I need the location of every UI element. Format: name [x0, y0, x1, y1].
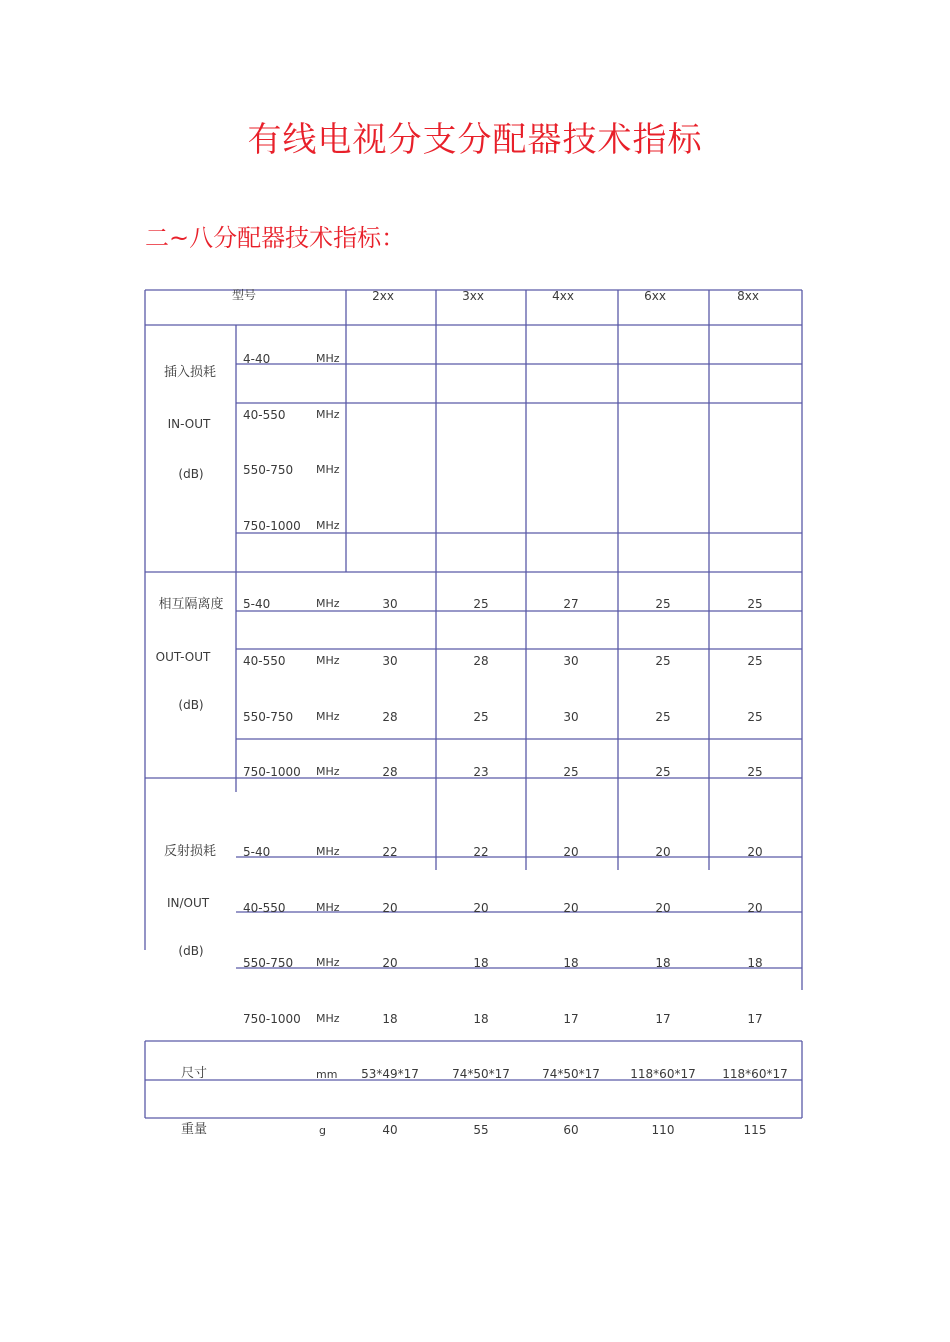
- table-cell: 30: [382, 654, 398, 668]
- table-cell: 17: [563, 1012, 579, 1026]
- iso-band-2: 40-550: [243, 654, 286, 668]
- iso-band-4: 750-1000: [243, 765, 301, 779]
- table-cell: 20: [747, 901, 763, 915]
- weight-label: 重量: [181, 1122, 208, 1137]
- table-cell: 118*60*17: [722, 1067, 788, 1081]
- iso-band-1-unit: MHz: [316, 597, 340, 610]
- table-cell: 25: [473, 597, 489, 611]
- table-cell: 20: [563, 845, 579, 859]
- size-label: 尺寸: [181, 1066, 208, 1081]
- table-cell: 40: [382, 1123, 398, 1137]
- table-cell: 17: [655, 1012, 671, 1026]
- table-cell: 115: [743, 1123, 767, 1137]
- insertion-loss-code: IN-OUT: [167, 417, 211, 431]
- table-cell: 20: [473, 901, 489, 915]
- il-band-3-unit: MHz: [316, 463, 340, 476]
- iso-band-2-unit: MHz: [316, 654, 340, 667]
- isolation-code: OUT-OUT: [155, 650, 211, 664]
- insertion-loss-label: 插入损耗: [163, 365, 217, 380]
- return-loss-code: IN/OUT: [166, 896, 210, 910]
- table-cell: 28: [473, 654, 489, 668]
- return-loss-label: 反射损耗: [163, 844, 217, 859]
- table-cell: 28: [382, 710, 398, 724]
- table-cell: 23: [473, 765, 489, 779]
- table-cell: 20: [747, 845, 763, 859]
- il-band-1: 4-40: [243, 352, 271, 366]
- il-band-3: 550-750: [243, 463, 294, 477]
- weight-unit: g: [319, 1124, 326, 1137]
- section-heading: 二~八分配器技术指标：: [145, 224, 406, 252]
- table-cell: 110: [651, 1123, 675, 1137]
- isolation-label: 相互隔离度: [158, 597, 224, 612]
- rl-band-4-unit: MHz: [316, 1012, 340, 1025]
- table-cell: 27: [563, 597, 579, 611]
- table-cell: 25: [655, 597, 671, 611]
- table-cell: 74*50*17: [452, 1067, 510, 1081]
- table-cell: 20: [655, 901, 671, 915]
- table-cell: 20: [563, 901, 579, 915]
- model-col-4xx: 4xx: [552, 289, 574, 303]
- table-cell: 17: [747, 1012, 763, 1026]
- table-cell: 25: [655, 654, 671, 668]
- table-cell: 74*50*17: [542, 1067, 600, 1081]
- table-cell: 60: [563, 1123, 579, 1137]
- il-band-2: 40-550: [243, 408, 286, 422]
- page-title: 有线电视分支分配器技术指标: [247, 120, 703, 160]
- table-cell: 118*60*17: [630, 1067, 696, 1081]
- table-cell: 55: [473, 1123, 489, 1137]
- table-cell: 25: [655, 710, 671, 724]
- il-band-4-unit: MHz: [316, 519, 340, 532]
- table-cell: 18: [473, 1012, 489, 1026]
- table-cell: 25: [747, 597, 763, 611]
- table-cell: 25: [473, 710, 489, 724]
- table-cell: 22: [382, 845, 398, 859]
- insertion-loss-unit: (dB): [178, 467, 204, 481]
- table-cell: 53*49*17: [361, 1067, 419, 1081]
- iso-band-1: 5-40: [243, 597, 271, 611]
- model-col-6xx: 6xx: [644, 289, 666, 303]
- model-col-8xx: 8xx: [737, 289, 759, 303]
- rl-band-2-unit: MHz: [316, 901, 340, 914]
- table-cell: 30: [382, 597, 398, 611]
- table-cell: 18: [747, 956, 763, 970]
- table-cell: 20: [655, 845, 671, 859]
- il-band-1-unit: MHz: [316, 352, 340, 365]
- table-cell: 20: [382, 956, 398, 970]
- rl-band-2: 40-550: [243, 901, 286, 915]
- table-cell: 25: [563, 765, 579, 779]
- table-cell: 22: [473, 845, 489, 859]
- table-cell: 18: [473, 956, 489, 970]
- table-cell: 25: [747, 765, 763, 779]
- table-cell: 25: [655, 765, 671, 779]
- rl-band-4: 750-1000: [243, 1012, 301, 1026]
- iso-band-3: 550-750: [243, 710, 294, 724]
- rl-band-1-unit: MHz: [316, 845, 340, 858]
- size-unit: mm: [316, 1068, 338, 1081]
- isolation-unit: (dB): [178, 698, 204, 712]
- table-cell: 18: [563, 956, 579, 970]
- table-cell: 18: [655, 956, 671, 970]
- return-loss-unit: (dB): [178, 944, 204, 958]
- model-header: 型号: [231, 288, 257, 302]
- table-cell: 30: [563, 710, 579, 724]
- table-cell: 20: [382, 901, 398, 915]
- table-cell: 18: [382, 1012, 398, 1026]
- table-cell: 30: [563, 654, 579, 668]
- iso-band-4-unit: MHz: [316, 765, 340, 778]
- model-col-3xx: 3xx: [462, 289, 484, 303]
- table-cell: 25: [747, 710, 763, 724]
- il-band-2-unit: MHz: [316, 408, 340, 421]
- rl-band-3-unit: MHz: [316, 956, 340, 969]
- iso-band-3-unit: MHz: [316, 710, 340, 723]
- rl-band-1: 5-40: [243, 845, 271, 859]
- table-cell: 28: [382, 765, 398, 779]
- table-cell: 25: [747, 654, 763, 668]
- il-band-4: 750-1000: [243, 519, 301, 533]
- model-col-2xx: 2xx: [372, 289, 394, 303]
- rl-band-3: 550-750: [243, 956, 294, 970]
